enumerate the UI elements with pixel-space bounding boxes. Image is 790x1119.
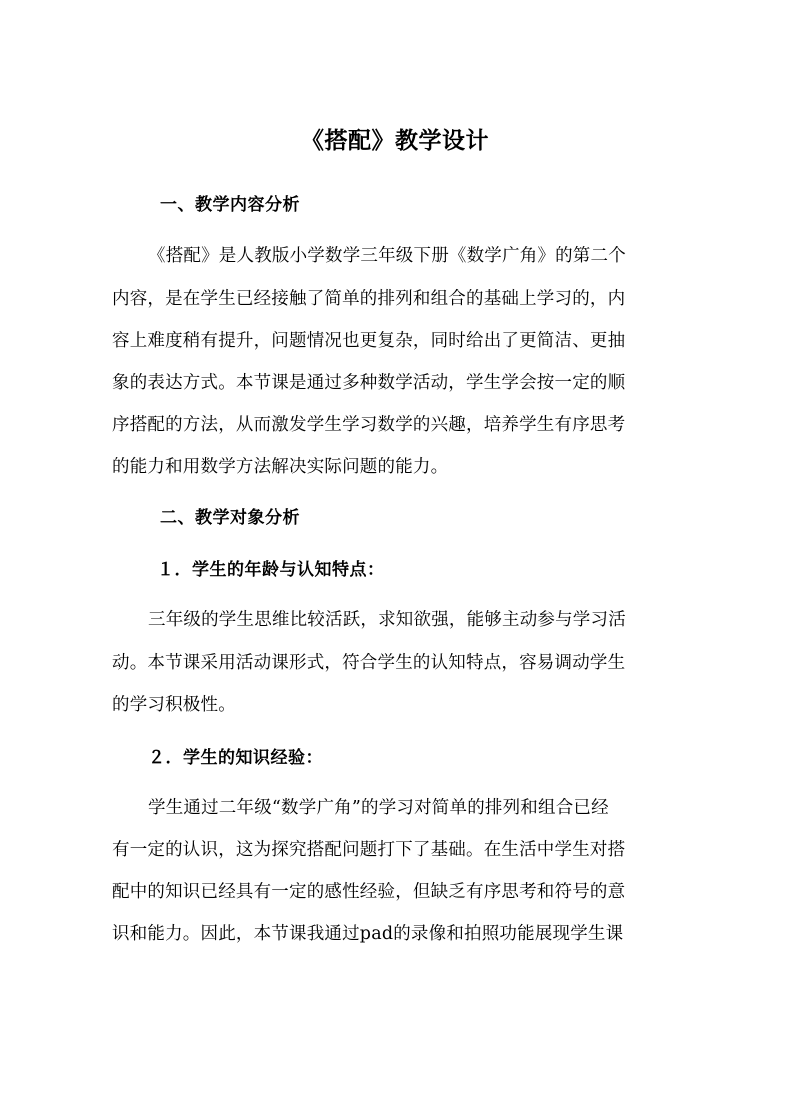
paragraph-line: 学生通过二年级“数学广角”的学习对简单的排列和组合已经	[148, 798, 609, 818]
section-heading-content-analysis: 一、教学内容分析	[160, 195, 300, 215]
paragraph-line: 内容，是在学生已经接触了简单的排列和组合的基础上学习的，内	[112, 289, 626, 309]
paragraph-line: 识和能力。因此，本节课我通过pad的录像和拍照功能展现学生课	[112, 924, 624, 944]
paragraph-line: 容上难度稍有提升，问题情况也更复杂，同时给出了更简洁、更抽	[112, 331, 626, 351]
paragraph-line: 象的表达方式。本节课是通过多种数学活动，学生学会按一定的顺	[112, 373, 626, 393]
paragraph-line: 《搭配》是人教版小学数学三年级下册《数学广角》的第二个	[148, 246, 626, 266]
paragraph-line: 有一定的认识，这为探究搭配问题打下了基础。在生活中学生对搭	[112, 840, 626, 860]
subsection-heading-age-cognition: １．学生的年龄与认知特点：	[157, 560, 385, 580]
paragraph-line: 动。本节课采用活动课形式，符合学生的认知特点，容易调动学生	[112, 653, 626, 673]
paragraph-line: 的学习积极性。	[112, 695, 236, 715]
paragraph-line: 配中的知识已经具有一定的感性经验，但缺乏有序思考和符号的意	[112, 882, 626, 902]
subsection-heading-knowledge-experience: ２．学生的知识经验：	[148, 748, 323, 768]
section-heading-audience-analysis: 二、教学对象分析	[160, 508, 300, 528]
paragraph-line: 三年级的学生思维比较活跃，求知欲强，能够主动参与学习活	[148, 610, 626, 630]
paragraph-line: 序搭配的方法，从而激发学生学习数学的兴趣，培养学生有序思考	[112, 415, 626, 435]
document-title: 《搭配》教学设计	[301, 127, 489, 154]
paragraph-line: 的能力和用数学方法解决实际问题的能力。	[112, 457, 449, 477]
